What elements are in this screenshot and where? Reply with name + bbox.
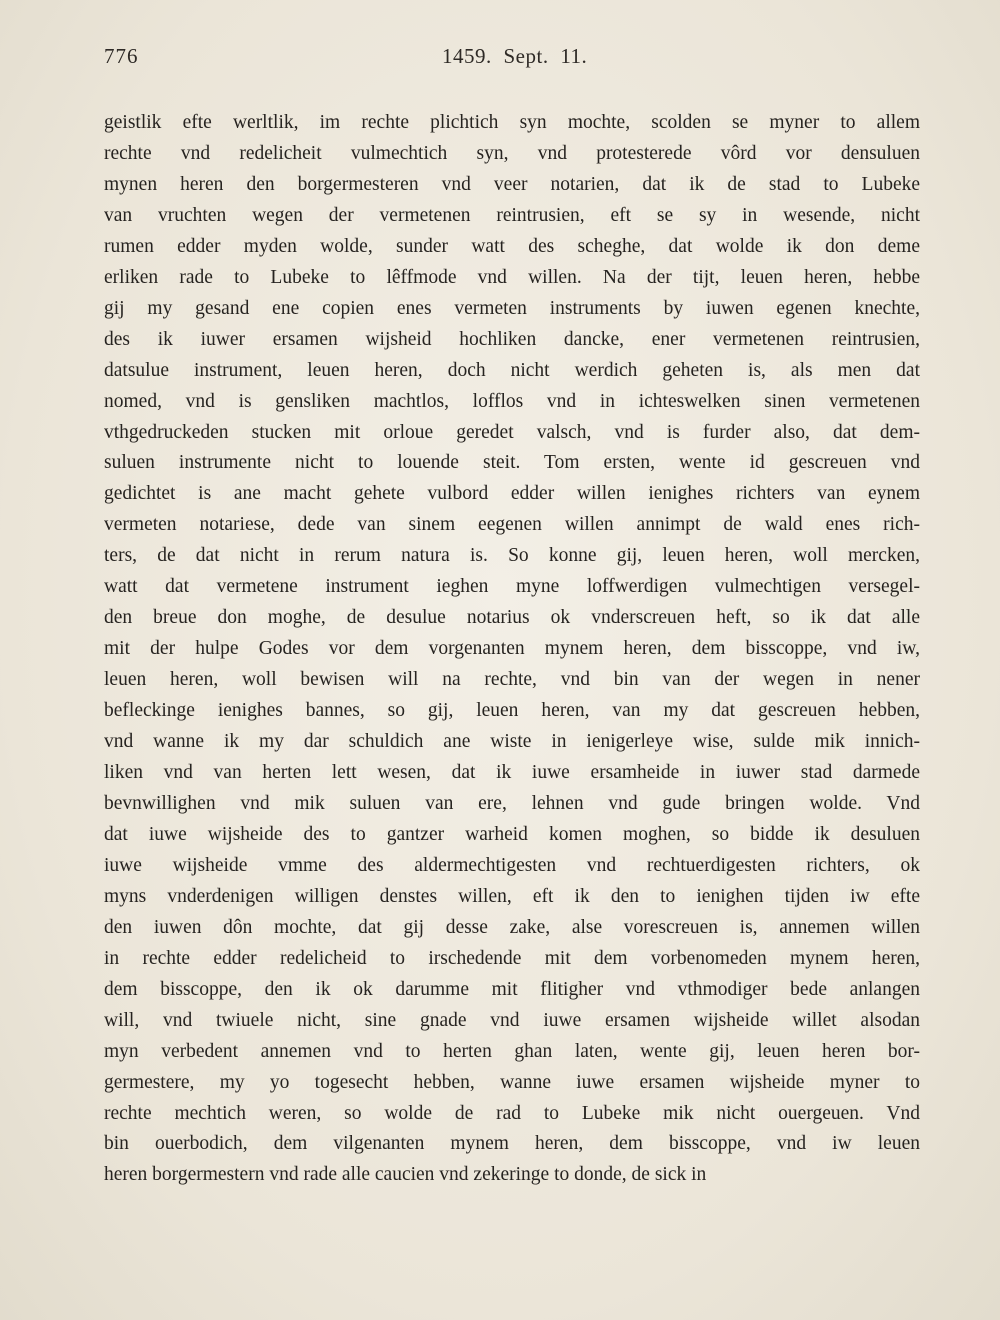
text-line: watt dat vermetene instrument ieghen myne loffwerdigen vulmechtigen versegel- bbox=[104, 576, 920, 598]
text-line: den breue don moghe, de desulue notarius ok vnderscreuen heft, so ik dat alle bbox=[104, 607, 920, 629]
text-line: ters, de dat nicht in rerum natura is. So konne gij, leuen heren, woll mercken, bbox=[104, 545, 920, 567]
text-line: iuwe wijsheide vmme des aldermechtigesten vnd rechtuerdigesten richters, ok bbox=[104, 854, 920, 876]
text-line: germestere, my yo togesecht hebben, wanne iuwe ersamen wijsheide myner to bbox=[104, 1071, 920, 1093]
text-line: nomed, vnd is gensliken machtlos, lofflos vnd in ichteswelken sinen vermetenen bbox=[104, 390, 920, 412]
text-line: mynen heren den borgermesteren vnd veer notarien, dat ik de stad to Lubeke bbox=[104, 173, 920, 195]
text-line: erliken rade to Lubeke to lêffmode vnd willen. Na der tijt, leuen heren, hebbe bbox=[104, 266, 920, 288]
text-line: myn verbedent annemen vnd to herten ghan laten, wente gij, leuen heren bor- bbox=[104, 1040, 920, 1062]
text-line: dat iuwe wijsheide des to gantzer warheid komen moghen, so bidde ik desuluen bbox=[104, 823, 920, 845]
text-line: den iuwen dôn mochte, dat gij desse zake, alse vorescreuen is, annemen willen bbox=[104, 916, 920, 938]
text-line: gij my gesand ene copien enes vermeten instruments by iuwen egenen knechte, bbox=[104, 297, 920, 319]
text-line: vnd wanne ik my dar schuldich ane wiste in ienigerleye wise, sulde mik innich- bbox=[104, 731, 920, 753]
text-line: liken vnd van herten lett wesen, dat ik iuwe ersamheide in iuwer stad darmede bbox=[104, 762, 920, 784]
page-header bbox=[104, 44, 924, 76]
text-line: bin ouerbodich, dem vilgenanten mynem heren, dem bisscoppe, vnd iw leuen bbox=[104, 1133, 920, 1155]
text-line: leuen heren, woll bewisen will na rechte, vnd bin van der wegen in nener bbox=[104, 669, 920, 691]
running-head: 1459. Sept. 11. bbox=[442, 44, 588, 68]
text-line: mit der hulpe Godes vor dem vorgenanten mynem heren, dem bisscoppe, vnd iw, bbox=[104, 638, 920, 660]
page-number: 776 bbox=[104, 44, 139, 68]
text-line: dem bisscoppe, den ik ok darumme mit flitigher vnd vthmodiger bede anlangen bbox=[104, 978, 920, 1000]
text-line: rumen edder myden wolde, sunder watt des scheghe, dat wolde ik don deme bbox=[104, 235, 920, 257]
text-line: suluen instrumente nicht to louende steit. Tom ersten, wente id gescreuen vnd bbox=[104, 452, 920, 474]
text-line: rechte mechtich weren, so wolde de rad to Lubeke mik nicht ouergeuen. Vnd bbox=[104, 1102, 920, 1124]
text-line: des ik iuwer ersamen wijsheid hochliken dancke, ener vermetenen reintrusien, bbox=[104, 328, 920, 350]
text-line: van vruchten wegen der vermetenen reintrusien, eft se sy in wesende, nicht bbox=[104, 204, 920, 226]
text-line: befleckinge ienighes bannes, so gij, leuen heren, van my dat gescreuen hebben, bbox=[104, 700, 920, 722]
text-line: geistlik efte werltlik, im rechte plichtich syn mochte, scolden se myner to allem bbox=[104, 112, 920, 133]
text-line: heren borgermestern vnd rade alle caucien vnd zekeringe to donde, de sick in bbox=[104, 1164, 707, 1186]
text-line: vermeten notariese, dede van sinem eegenen willen annimpt de wald enes rich- bbox=[104, 514, 920, 536]
text-line: in rechte edder redelicheid to irschedende mit dem vorbenomeden mynem heren, bbox=[104, 947, 920, 969]
text-line: will, vnd twiuele nicht, sine gnade vnd iuwe ersamen wijsheide willet alsodan bbox=[104, 1009, 920, 1031]
text-line: rechte vnd redelicheit vulmechtich syn, vnd protesterede vôrd vor densuluen bbox=[104, 142, 920, 164]
text-line: datsulue instrument, leuen heren, doch nicht werdich geheten is, als men dat bbox=[104, 359, 920, 381]
text-line: bevnwillighen vnd mik suluen van ere, lehnen vnd gude bringen wolde. Vnd bbox=[104, 792, 920, 814]
text-line: gedichtet is ane macht gehete vulbord edder willen ienighes richters van eynem bbox=[104, 483, 920, 505]
text-line: myns vnderdenigen willigen denstes willen, eft ik den to ienighen tijden iw efte bbox=[104, 885, 920, 907]
body-text bbox=[104, 108, 920, 1191]
text-line: vthgedruckeden stucken mit orloue geredet valsch, vnd is furder also, dat dem- bbox=[104, 421, 920, 443]
